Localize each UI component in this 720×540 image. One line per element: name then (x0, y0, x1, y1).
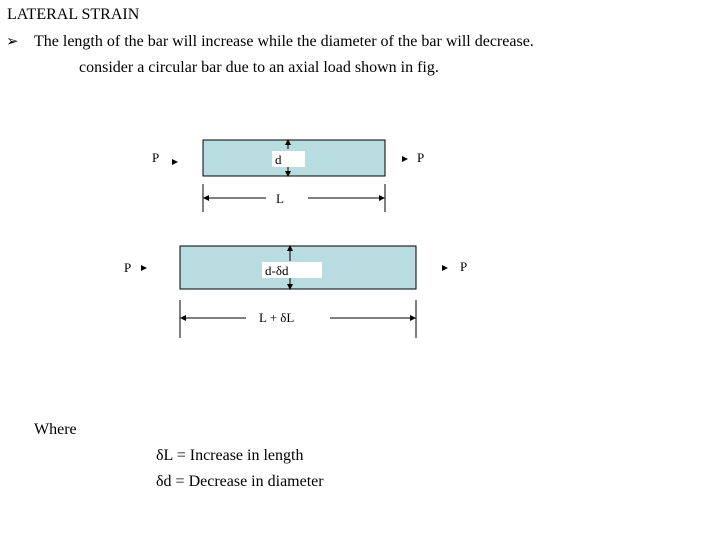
bar2-length-label: L + δL (259, 310, 295, 325)
bar1-load-right-arrow-icon (402, 156, 408, 162)
bar2-load-left-arrow-icon (141, 265, 147, 271)
bullet-text: The length of the bar will increase while the diameter of the bar will decrease. (34, 33, 534, 50)
where-heading: Where (34, 421, 77, 438)
bar1-length-label: L (276, 191, 284, 206)
definition-delta-diameter: δd = Decrease in diameter (156, 473, 324, 490)
bar1-diameter-label: d (275, 152, 282, 167)
definition-delta-length: δL = Increase in length (156, 447, 304, 464)
bar1-load-right-label: P (417, 150, 425, 165)
bar2-diameter-label: d-δd (265, 263, 289, 278)
bullet-arrow-icon: ➢ (6, 34, 19, 50)
bar1-load-left-arrow-icon (172, 159, 178, 165)
deformed-bar (124, 246, 467, 338)
bar2-load-right-arrow-icon (442, 265, 448, 271)
bar2-load-left-label: P (124, 260, 132, 275)
original-bar (152, 140, 424, 212)
bar2-load-right-label: P (460, 259, 468, 274)
bullet-continuation: consider a circular bar due to an axial load shown in fig. (79, 59, 439, 76)
bar1-load-left-label: P (152, 150, 160, 165)
slide-title: LATERAL STRAIN (7, 6, 140, 23)
